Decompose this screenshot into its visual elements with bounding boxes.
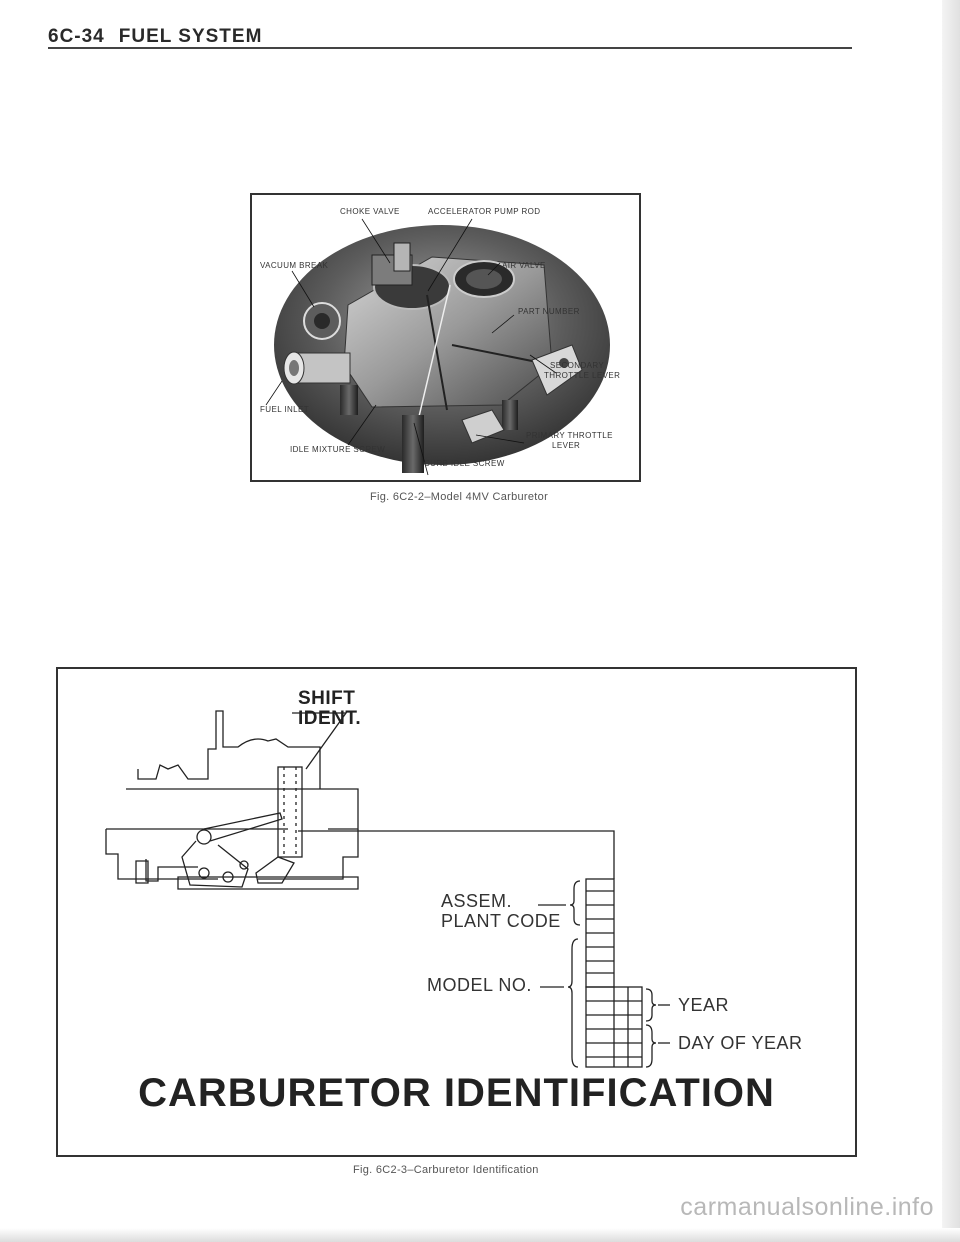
callout-accelerator-pump-rod: ACCELERATOR PUMP ROD	[428, 207, 541, 216]
callout-choke-valve: CHOKE VALVE	[340, 207, 400, 216]
page-header	[48, 26, 262, 48]
year-label: YEAR	[678, 995, 730, 1015]
shift-ident-label-line2: IDENT.	[298, 708, 362, 729]
callout-air-valve: AIR VALVE	[502, 261, 546, 270]
callout-part-number: PART NUMBER	[518, 307, 580, 316]
callout-fuel-inlet: FUEL INLET	[260, 405, 310, 414]
carburetor-identification-title: CARBURETOR IDENTIFICATION	[138, 1071, 775, 1115]
callout-primary-throttle-lever-1: PRIMARY THROTTLE	[526, 431, 613, 440]
assem-label-line1: ASSEM.	[441, 891, 513, 911]
callout-primary-throttle-lever-2: LEVER	[552, 441, 581, 450]
callout-curb-idle-screw: CURB IDLE SCREW	[424, 459, 505, 468]
callout-secondary-throttle-lever-1: SECONDARY	[550, 361, 605, 370]
page-bottom-shadow	[0, 1228, 960, 1242]
day-of-year-label: DAY OF YEAR	[678, 1033, 803, 1053]
callout-idle-mixture-screw: IDLE MIXTURE SCREW	[290, 445, 386, 454]
page-number: 6C-34	[48, 26, 105, 47]
model-no-label: MODEL NO.	[427, 975, 532, 995]
shift-ident-label-line1: SHIFT	[298, 688, 356, 709]
site-watermark: carmanualsonline.info	[680, 1193, 934, 1221]
section-title: FUEL SYSTEM	[118, 26, 263, 47]
plant-code-label: PLANT CODE	[441, 911, 561, 931]
page-edge-shadow	[942, 0, 960, 1242]
carburetor-photo-figure	[250, 193, 641, 482]
figure-2-caption: Fig. 6C2-3–Carburetor Identification	[353, 1164, 539, 1176]
callout-vacuum-break: VACUUM BREAK	[260, 261, 329, 270]
header-rule	[48, 47, 852, 49]
figure-1-caption: Fig. 6C2-2–Model 4MV Carburetor	[370, 491, 549, 503]
carburetor-identification-figure	[56, 667, 857, 1157]
callout-secondary-throttle-lever-2: THROTTLE LEVER	[544, 371, 621, 380]
